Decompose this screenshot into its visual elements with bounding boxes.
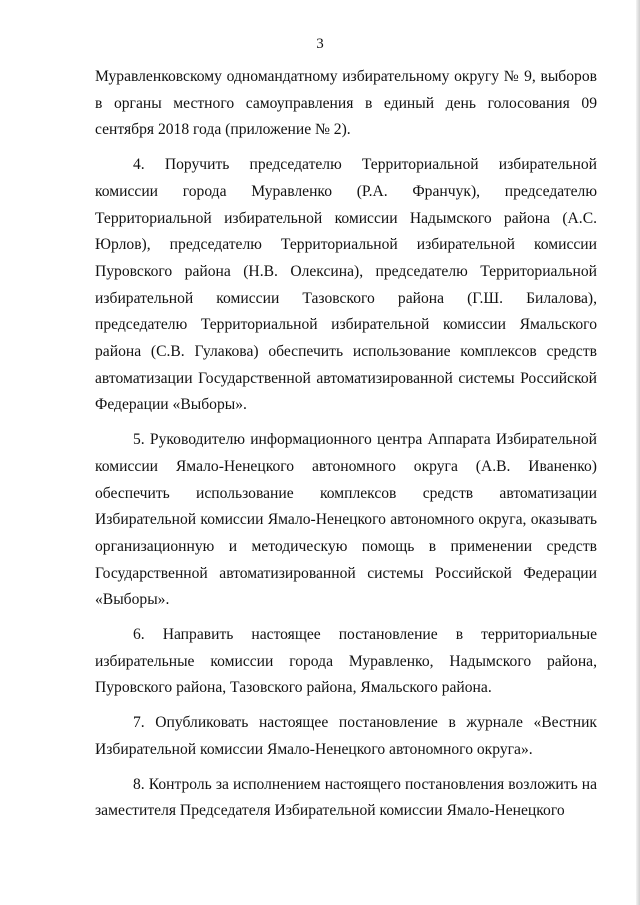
paragraph-item-5: 5. Руководителю информационного центра Аппарата Избирательной комиссии Ямало-Ненецкого автономного округа (А.В. Иваненко) обеспечить использование комплексов средств автоматизации Избирательной комиссии Ямало-Ненецкого автономного округа, оказывать организационную и методическую помощь в применении средств Государственной автоматизированной системы Российской Федерации «Выборы». (95, 431, 597, 609)
paragraph-item-8: 8. Контроль за исполнением настоящего постановления возложить на заместителя Председателя Избирательной комиссии Ямало-Ненецкого (95, 775, 597, 820)
paragraph-item-6: 6. Направить настоящее постановление в территориальные избирательные комиссии города Муравленко, Надымского района, Пуровского района, Тазовского района, Ямальского района. (95, 626, 597, 697)
page-number: 3 (316, 36, 324, 52)
paragraph-item-4: 4. Поручить председателю Территориальной избирательной комиссии города Муравленко (Р.А. Франчук), председателю Территориальной избирательной комиссии Надымского района (А.С. Юрлов), председателю Территориальной избирательной комиссии Пуровского района (Н.В. Олексина), председателю Территориальной избирательной комиссии Тазовского района (Г.Ш. Билалова), председателю Территориальной избирательной комиссии Ямальского района (С.В. Гулакова) обеспечить использование комплексов средств автоматизации Государственной автоматизированной системы Российской Федерации «Выборы». (95, 156, 597, 414)
paragraph-item-7: 7. Опубликовать настоящее постановление в журнале «Вестник Избирательной комиссии Ямало-Ненецкого автономного округа». (95, 714, 597, 758)
paragraph-continuation: Муравленковскому одномандатному избирательному округу № 9, выборов в органы местного самоуправления в единый день голосования 09 сентября 2018 года (приложение № 2). (95, 68, 597, 139)
document-body (95, 64, 597, 825)
scan-edge (636, 0, 640, 905)
